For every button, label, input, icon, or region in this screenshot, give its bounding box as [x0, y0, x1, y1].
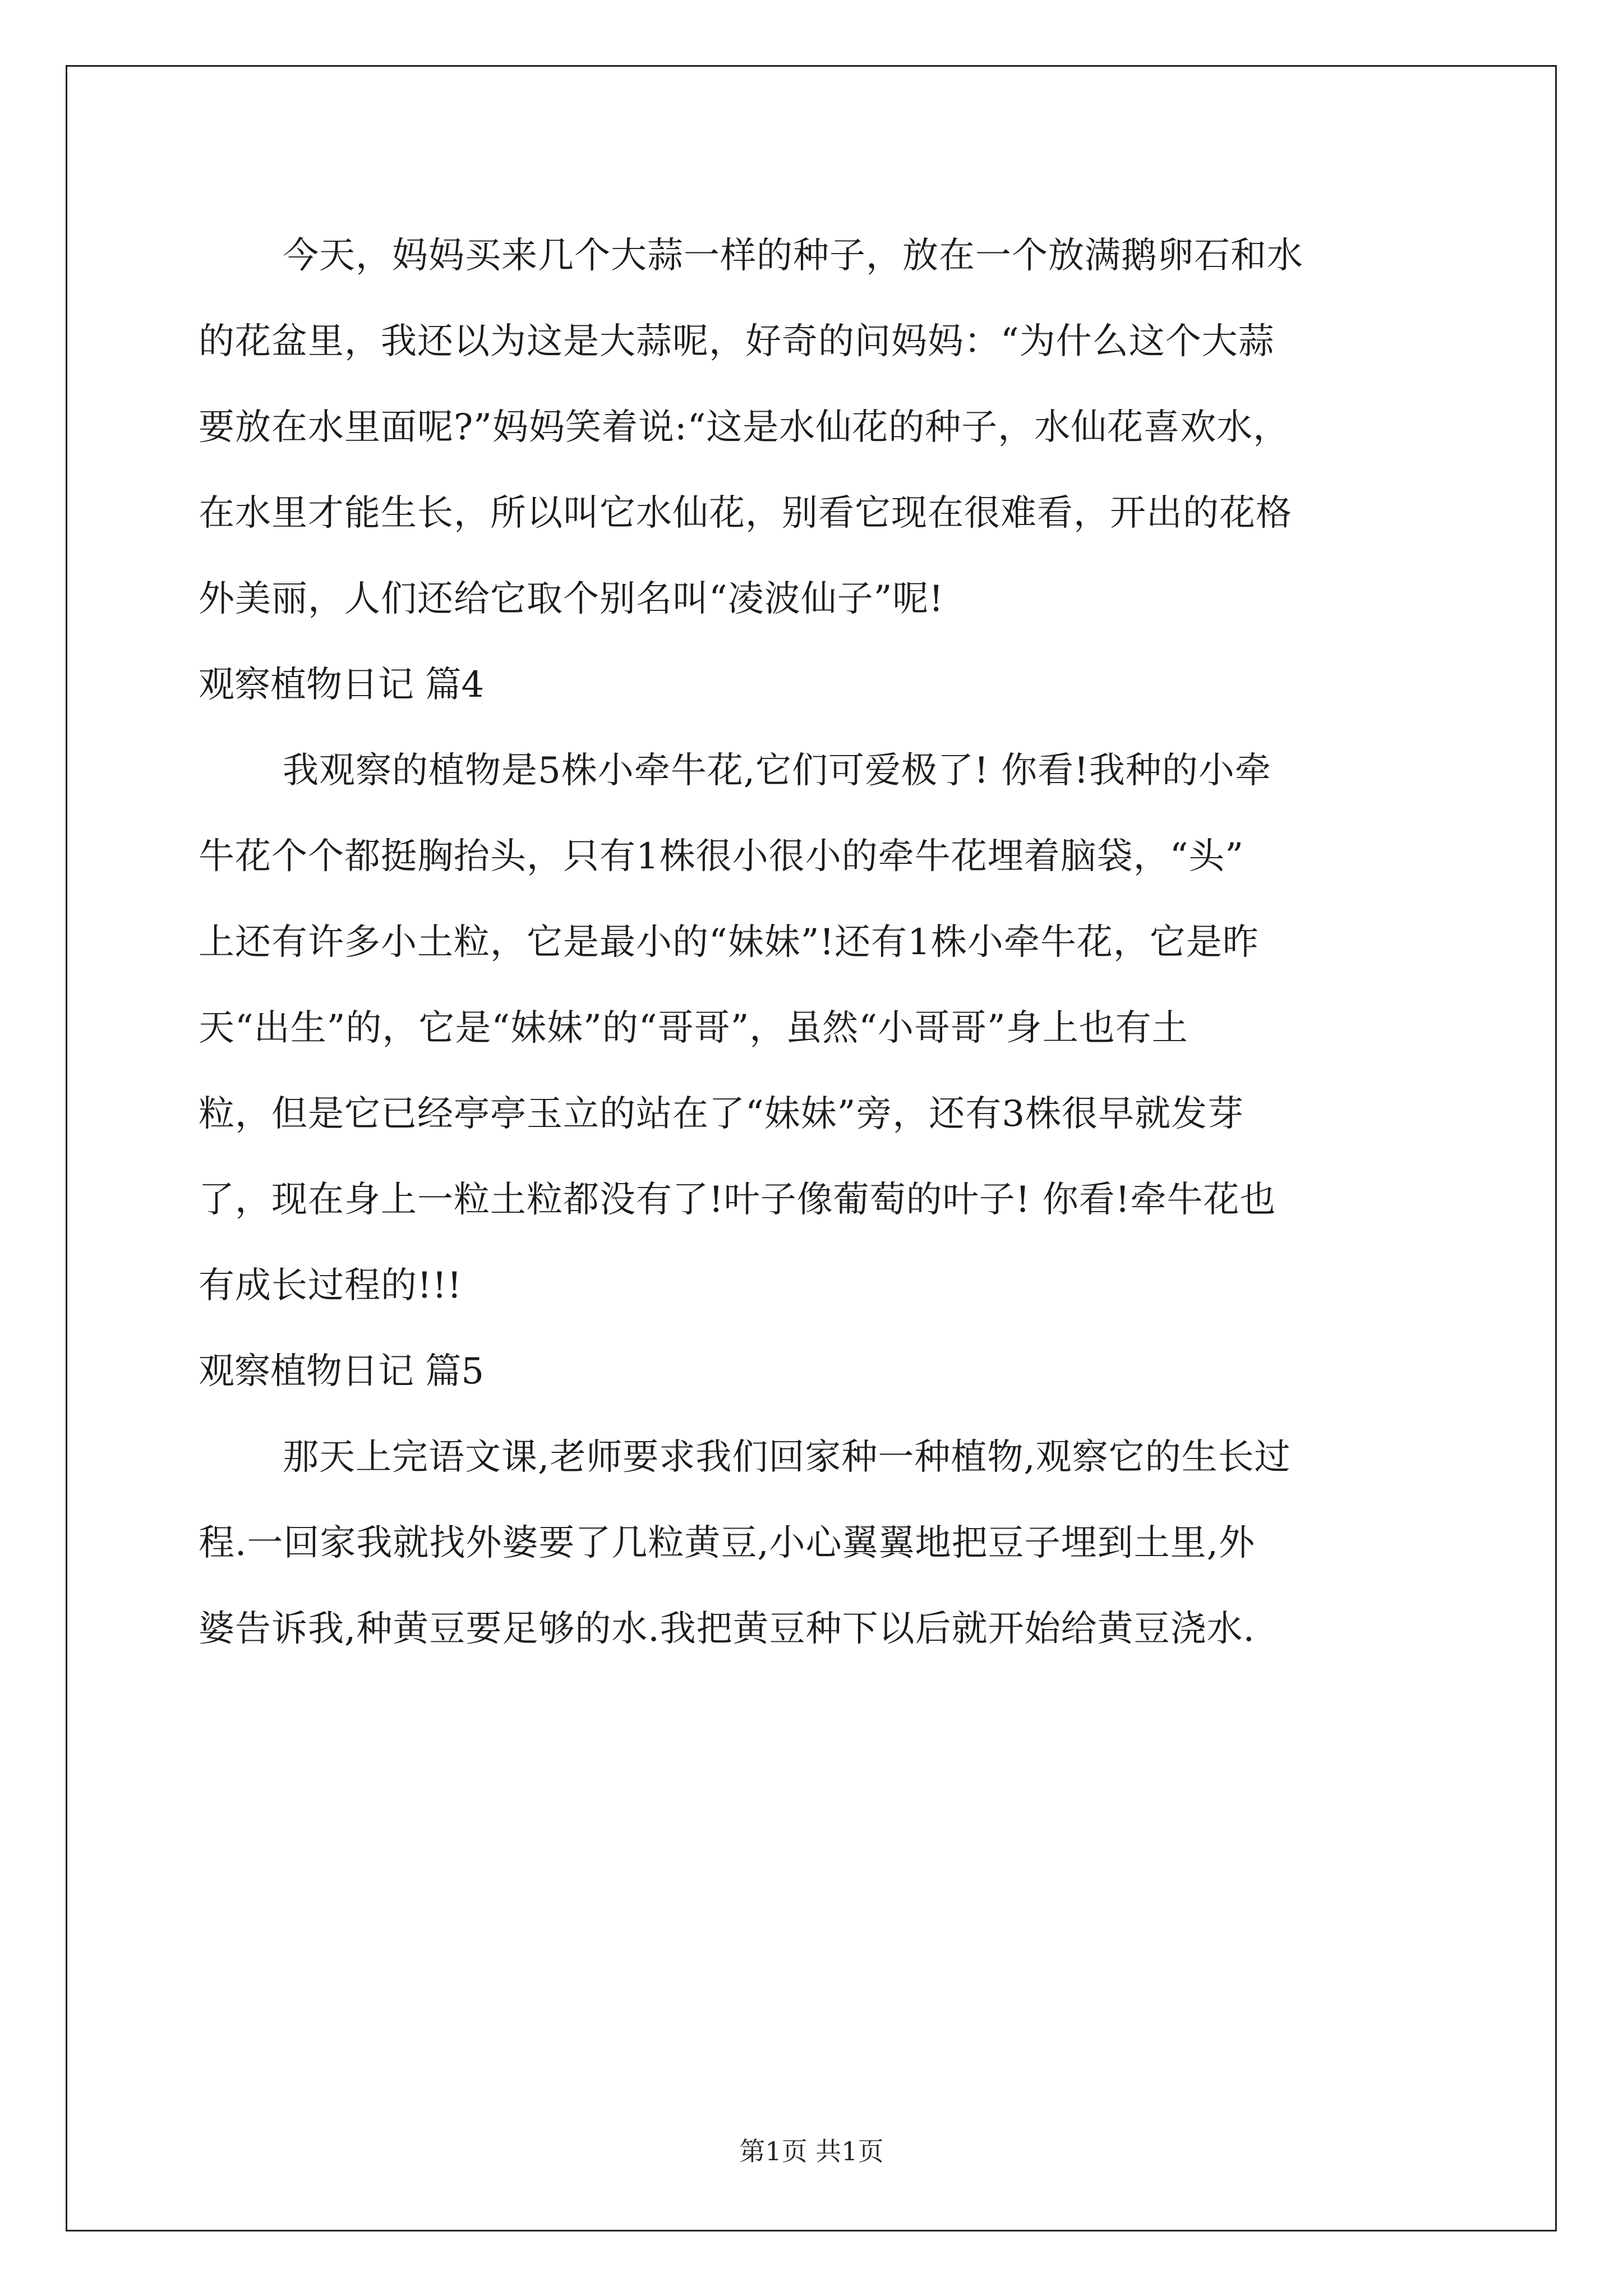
document-body: [199, 213, 1427, 1672]
text-line: 上还有许多小土粒，它是最小的“妹妹”!还有1株小牵牛花，它是昨: [199, 922, 1259, 963]
text-line: 我观察的植物是5株小牵牛花,它们可爱极了! 你看!我种的小牵: [283, 750, 1271, 792]
text-line: 了，现在身上一粒土粒都没有了!叶子像葡萄的叶子! 你看!牵牛花也: [199, 1179, 1276, 1221]
text-line: 牛花个个都挺胸抬头，只有1株很小很小的牵牛花埋着脑袋，“头”: [199, 836, 1244, 877]
text-line: 程.一回家我就找外婆要了几粒黄豆,小心翼翼地把豆子埋到土里,外: [199, 1522, 1256, 1564]
text-line: 那天上完语文课,老师要求我们回家种一种植物,观察它的生长过: [283, 1437, 1291, 1478]
text-line: 今天，妈妈买来几个大蒜一样的种子，放在一个放满鹅卵石和水: [283, 235, 1303, 277]
text-line: 要放在水里面呢?”妈妈笑着说:“这是水仙花的种子，水仙花喜欢水，: [199, 407, 1290, 448]
text-line: 在水里才能生长，所以叫它水仙花，别看它现在很难看，开出的花格: [199, 493, 1292, 534]
section-heading-5: 观察植物日记 篇5: [199, 1351, 485, 1392]
section-heading-4: 观察植物日记 篇4: [199, 664, 485, 706]
paragraph-morning-glory: [199, 728, 1427, 1329]
page-number-footer: 第1页 共1页: [739, 2136, 884, 2166]
text-line: 外美丽，人们还给它取个别名叫“凌波仙子”呢!: [199, 578, 944, 620]
text-line: 粒，但是它已经亭亭玉立的站在了“妹妹”旁，还有3株很早就发芽: [199, 1093, 1244, 1135]
text-line: 婆告诉我,种黄豆要足够的水.我把黄豆种下以后就开始给黄豆浇水.: [199, 1608, 1256, 1650]
text-line: 天“出生”的，它是“妹妹”的“哥哥”，虽然“小哥哥”身上也有土: [199, 1007, 1188, 1049]
paragraph-daffodil: [199, 213, 1427, 642]
text-line: 的花盆里，我还以为这是大蒜呢，好奇的问妈妈：“为什么这个大蒜: [199, 321, 1275, 362]
text-line: 有成长过程的!!!: [199, 1265, 463, 1306]
paragraph-soybean: [199, 1415, 1427, 1672]
